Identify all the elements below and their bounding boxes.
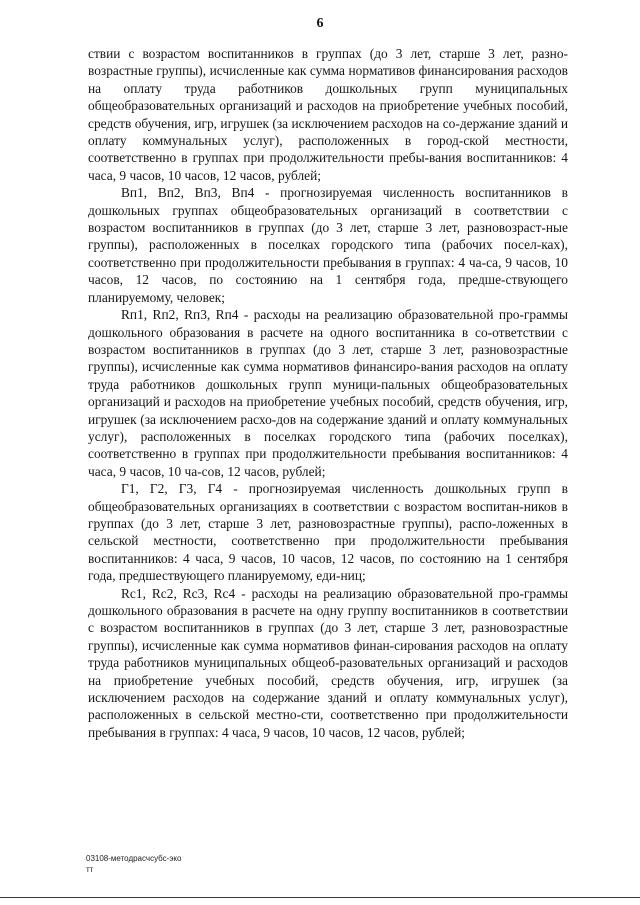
footer-file-code: 03108-методрасчсубс-эко [86,854,182,863]
page-number: 6 [316,16,324,31]
page-bottom-edge [0,897,640,898]
paragraph-rp-definition: Rп1, Rп2, Rп3, Rп4 - расходы на реализацию образовательной про-граммы дошкольного образования в расчете на одного воспитанника в со-ответствии с возрастом воспитанников в группах (до 3 лет, старше 3 лет, разновозрастные группы), исчисленные как сумма нормативов финансиро-вания расходов на оплату труда работников дошкольных групп муници-пальных общеобразовательных организаций и расходов на приобретение учебных пособий, средств обучения, игр, игрушек (за исключением расхо-дов на содержание зданий и оплату коммунальных услуг), расположенных в поселках городского типа (рабочих поселках), соответственно в группах при продолжительности пребывания воспитанников: 4 часа, 9 часов, 10 ча-сов, 12 часов, рублей; [88,307,568,479]
document-body [88,45,568,741]
paragraph-vp-definition: Вп1, Вп2, Вп3, Вп4 - прогнозируемая численность воспитанников в дошкольных группах общеобразовательных организаций в соответствии с возрастом воспитанников в группах (до 3 лет, старше 3 лет, разновозраст-ные группы), расположенных в поселках городского типа (рабочих посел-ках), соответственно при продолжительности пребывания в группах: 4 ча-са, 9 часов, 10 часов, 12 часов, по состоянию на 1 сентября года, предше-ствующего планируемому, человек; [88,185,568,305]
paragraph-rc-definition: Rc1, Rc2, Rc3, Rc4 - расходы на реализацию образовательной про-граммы дошкольного образования в расчете на одну группу воспитанников в соответствии с возрастом воспитанников в группах (до 3 лет, старше 3 лет, разновозрастные группы), исчисленные как сумма нормативов финан-сирования расходов на оплату труда работников муниципальных общеоб-разовательных организаций и расходов на приобретение учебных пособий, средств обучения, игр, игрушек (за исключением расходов на содержание зданий и оплату коммунальных услуг), расположенных в сельской местно-сти, соответственно при продолжительности пребывания в группах: 4 часа, 9 часов, 10 часов, 12 часов, рублей; [88,585,568,740]
paragraph-g-definition: Г1, Г2, Г3, Г4 - прогнозируемая численность дошкольных групп в общеобразовательных организациях в соответствии с возрастом воспитан-ников в группах (до 3 лет, старше 3 лет, разновозрастные группы), распо-ложенных в сельской местности, соответственно при продолжительности пребывания воспитанников: 4 часа, 9 часов, 10 часов, 12 часов, по состоянию на 1 сентября года, предшествующего планируемому, еди-ниц; [88,481,568,584]
paragraph-continuation: ствии с возрастом воспитанников в группах (до 3 лет, старше 3 лет, разно-возрастные группы), исчисленные как сумма нормативов финансирования расходов на оплату труда работников дошкольных групп муниципальных общеобразовательных организаций и расходов на приобретение учебных пособий, средств обучения, игр, игрушек (за исключением расходов на со-держание зданий и оплату коммунальных услуг), расположенных в город-ской местности, соответственно в группах при продолжительности пребы-вания воспитанников: 4 часа, 9 часов, 10 часов, 12 часов, рублей; [88,46,568,183]
footer [86,853,181,875]
footer-initials: тт [86,865,94,874]
